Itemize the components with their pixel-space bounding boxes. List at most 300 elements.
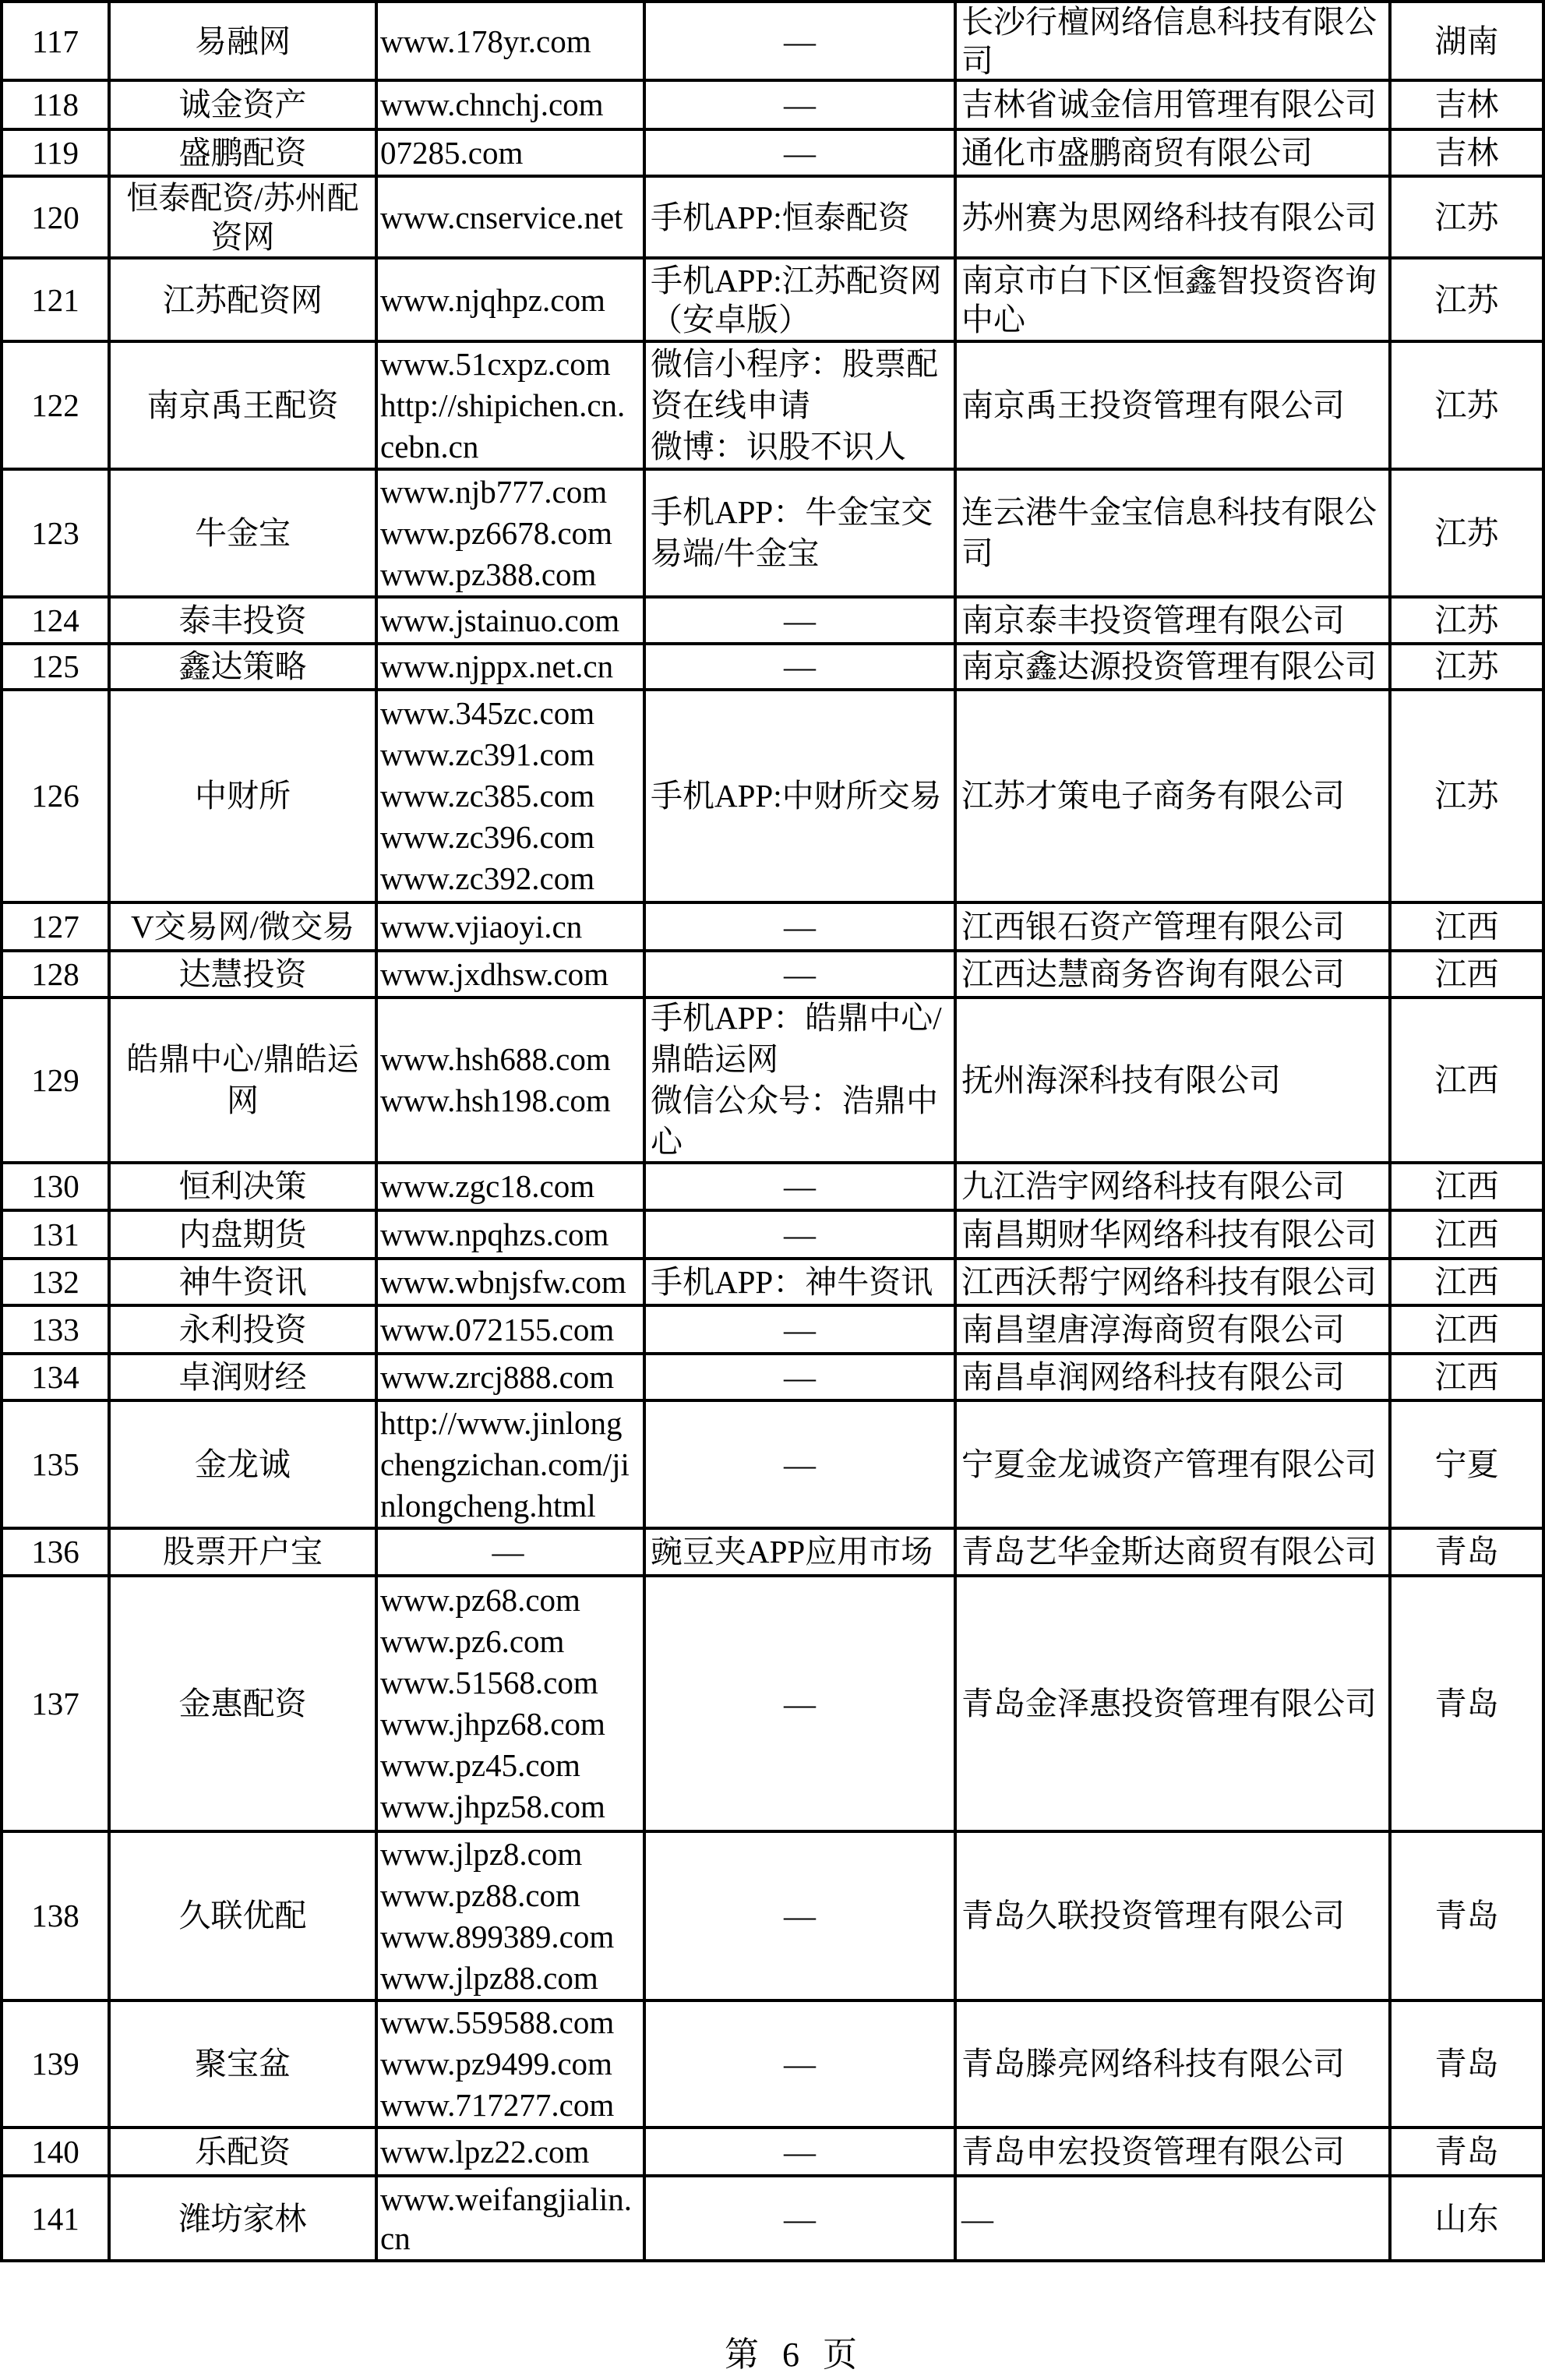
website-list <box>378 1403 643 1527</box>
table-row <box>0 175 1545 256</box>
cell-platform-name <box>108 3 375 79</box>
website: www.jstainuo.com <box>380 602 620 638</box>
cell-region <box>1388 2002 1545 2126</box>
platform-name: 恒泰配资/苏州配资网 <box>126 179 359 255</box>
cell-operator-company <box>954 343 1388 468</box>
cell-platform-name <box>108 131 375 175</box>
region: 宁夏 <box>1434 1446 1499 1482</box>
cell-operator-company <box>954 1530 1388 1574</box>
channel-list <box>646 1444 954 1485</box>
channel: 微信公众号：浩鼎中心 <box>651 1082 938 1160</box>
region: 青岛 <box>1434 2046 1499 2082</box>
region: 江西 <box>1434 1061 1499 1098</box>
cell-region <box>1388 952 1545 996</box>
website-list <box>378 954 643 995</box>
operator-company: 连云港牛金宝信息科技有限公司 <box>961 494 1377 571</box>
cell-operator-company <box>954 1355 1388 1399</box>
platform-name: 聚宝盆 <box>195 2046 291 2082</box>
cell-operator-company <box>954 1212 1388 1257</box>
row-number: 125 <box>31 648 79 684</box>
website-list <box>378 471 643 595</box>
row-number: 117 <box>32 23 79 59</box>
website: www.zc385.com <box>380 778 595 814</box>
table-row <box>0 1399 1545 1527</box>
website-list <box>378 344 643 468</box>
region: 江西 <box>1434 1216 1499 1252</box>
cell-operator-company <box>954 1402 1388 1527</box>
website: www.zc396.com <box>380 819 595 855</box>
website: www.jhpz68.com <box>380 1706 605 1742</box>
cell-websites <box>375 999 643 1161</box>
channel-list <box>646 198 954 237</box>
cell-number <box>0 904 108 949</box>
cell-operator-company <box>954 260 1388 340</box>
cell-region <box>1388 1530 1545 1574</box>
cell-region <box>1388 471 1545 595</box>
channel: — <box>784 2133 816 2170</box>
channel: — <box>784 955 816 992</box>
cell-number <box>0 131 108 175</box>
cell-platform-name <box>108 1833 375 1999</box>
cell-operator-company <box>954 645 1388 688</box>
cell-other-channels <box>643 2177 954 2259</box>
cell-number <box>0 691 108 901</box>
cell-other-channels <box>643 645 954 688</box>
region: 江西 <box>1434 1358 1499 1395</box>
cell-other-channels <box>643 1212 954 1257</box>
platform-name: 鑫达策略 <box>178 648 307 684</box>
website-list <box>378 646 643 687</box>
row-number: 135 <box>31 1446 79 1482</box>
platform-name: 恒利决策 <box>178 1168 307 1204</box>
row-number: 141 <box>31 2200 79 2237</box>
cell-region <box>1388 1307 1545 1352</box>
cell-websites <box>375 1260 643 1304</box>
cell-other-channels <box>643 131 954 175</box>
platform-name: 内盘期货 <box>178 1216 307 1252</box>
cell-other-channels <box>643 1833 954 1999</box>
cell-platform-name <box>108 1307 375 1352</box>
website-list <box>378 1357 643 1398</box>
website-list <box>378 1214 643 1255</box>
cell-number <box>0 2129 108 2174</box>
cell-platform-name <box>108 2129 375 2174</box>
region: 青岛 <box>1434 1898 1499 1933</box>
website: www.pz388.com <box>380 556 597 592</box>
operator-company: 苏州赛为思网络科技有限公司 <box>961 199 1377 235</box>
cell-platform-name <box>108 1260 375 1304</box>
platform-name: 易融网 <box>195 23 291 59</box>
table-row <box>0 949 1545 996</box>
channel: — <box>784 1168 816 1204</box>
website: www.jlpz8.com <box>380 1835 583 1872</box>
cell-number <box>0 3 108 79</box>
platform-name: 金龙诚 <box>195 1446 291 1482</box>
cell-platform-name <box>108 1355 375 1399</box>
region: 江西 <box>1434 1263 1499 1300</box>
cell-websites <box>375 2002 643 2126</box>
website: www.zc391.com <box>380 736 595 772</box>
operator-company: 江苏才策电子商务有限公司 <box>961 778 1345 814</box>
cell-platform-name <box>108 1212 375 1257</box>
website-list <box>378 1834 643 1999</box>
operator-company: 南京禹王投资管理有限公司 <box>961 387 1345 423</box>
website: www.hsh198.com <box>380 1082 611 1118</box>
operator-company: 通化市盛鹏商贸有限公司 <box>961 134 1313 171</box>
cell-platform-name <box>108 178 375 256</box>
cell-operator-company <box>954 131 1388 175</box>
cell-other-channels <box>643 1530 954 1574</box>
row-number: 140 <box>31 2133 79 2170</box>
channel: 手机APP：皓鼎中心/鼎皓运网 <box>651 1000 942 1077</box>
cell-region <box>1388 1833 1545 1999</box>
website-list <box>378 22 643 61</box>
cell-other-channels <box>643 2129 954 2174</box>
cell-other-channels <box>643 2002 954 2126</box>
website: www.weifangjialin.cn <box>380 2180 632 2256</box>
cell-platform-name <box>108 645 375 688</box>
operator-company: 青岛申宏投资管理有限公司 <box>961 2133 1345 2170</box>
cell-other-channels <box>643 260 954 340</box>
cell-websites <box>375 1212 643 1257</box>
website: www.717277.com <box>380 2087 615 2123</box>
operator-company: 南昌望唐淳海商贸有限公司 <box>961 1311 1345 1347</box>
channel-list <box>646 1683 954 1725</box>
operator-company: 南昌期财华网络科技有限公司 <box>961 1216 1377 1252</box>
channel-list <box>646 2043 954 2085</box>
platform-name: 久联优配 <box>178 1898 307 1933</box>
cell-other-channels <box>643 3 954 79</box>
channel: — <box>784 908 816 945</box>
cell-number <box>0 1212 108 1257</box>
row-number: 133 <box>31 1311 79 1347</box>
website-list <box>378 198 643 237</box>
channel: — <box>784 23 816 59</box>
cell-region <box>1388 599 1545 642</box>
row-number: 132 <box>31 1263 79 1300</box>
website-list <box>378 2131 643 2173</box>
channel: 微信小程序：股票配资在线申请 <box>651 345 938 423</box>
cell-websites <box>375 599 643 642</box>
cell-number <box>0 1260 108 1304</box>
row-number: 120 <box>31 199 79 235</box>
region: 江苏 <box>1434 514 1499 551</box>
cell-other-channels <box>643 1402 954 1527</box>
cell-region <box>1388 131 1545 175</box>
region: 江苏 <box>1434 199 1499 235</box>
website: www.wbnjsfw.com <box>380 1263 626 1300</box>
cell-number <box>0 999 108 1161</box>
website: http://shipichen.cn.cebn.cn <box>380 387 626 464</box>
channel: 微博：识股不识人 <box>651 428 906 464</box>
website: — <box>492 1534 524 1570</box>
channel: — <box>784 1685 816 1721</box>
channel: 手机APP:江苏配资网（安卓版） <box>651 262 942 337</box>
website: www.072155.com <box>380 1311 615 1347</box>
region: 江苏 <box>1434 602 1499 638</box>
website: www.345zc.com <box>380 695 595 731</box>
cell-other-channels <box>643 1577 954 1830</box>
channel: — <box>784 1311 816 1347</box>
cell-platform-name <box>108 691 375 901</box>
cell-platform-name <box>108 260 375 340</box>
table-row <box>0 0 1545 79</box>
operator-company: 江西银石资产管理有限公司 <box>961 908 1345 945</box>
channel-list <box>646 344 954 468</box>
channel: — <box>784 2046 816 2082</box>
platform-name: 盛鹏配资 <box>178 134 307 171</box>
channel-list <box>646 998 954 1163</box>
website-list <box>378 1166 643 1207</box>
cell-websites <box>375 904 643 949</box>
row-number: 121 <box>31 281 79 318</box>
row-number: 126 <box>31 778 79 814</box>
cell-platform-name <box>108 1402 375 1527</box>
operator-company: 青岛艺华金斯达商贸有限公司 <box>961 1534 1377 1570</box>
channel: — <box>784 2200 816 2237</box>
cell-platform-name <box>108 1577 375 1830</box>
region: 江苏 <box>1434 648 1499 684</box>
cell-region <box>1388 1577 1545 1830</box>
website: www.jlpz88.com <box>380 1959 598 1996</box>
website: www.cnservice.net <box>380 199 623 235</box>
cell-websites <box>375 471 643 595</box>
channel-list <box>646 1357 954 1398</box>
website: www.559588.com <box>380 2004 615 2040</box>
row-number: 137 <box>31 1685 79 1721</box>
table-row <box>0 2174 1545 2262</box>
channel: — <box>784 1446 816 1482</box>
platform-name: V交易网/微交易 <box>131 908 355 945</box>
operator-company: 南京鑫达源投资管理有限公司 <box>961 648 1377 684</box>
cell-operator-company <box>954 471 1388 595</box>
cell-platform-name <box>108 343 375 468</box>
cell-number <box>0 2002 108 2126</box>
table-row <box>0 256 1545 340</box>
cell-operator-company <box>954 1260 1388 1304</box>
platform-name: 南京禹王配资 <box>146 387 339 423</box>
cell-number <box>0 1530 108 1574</box>
channel: — <box>784 87 816 122</box>
region: 江西 <box>1434 908 1499 945</box>
channel-list <box>646 1166 954 1207</box>
cell-platform-name <box>108 1164 375 1209</box>
website: www.178yr.com <box>380 23 591 59</box>
cell-other-channels <box>643 1307 954 1352</box>
channel: 手机APP：神牛资讯 <box>651 1263 933 1300</box>
cell-operator-company <box>954 1164 1388 1209</box>
cell-region <box>1388 904 1545 949</box>
cell-number <box>0 260 108 340</box>
cell-region <box>1388 82 1545 128</box>
website-list <box>378 1580 643 1827</box>
channel-list <box>646 22 954 61</box>
website: http://www.jinlongchengzichan.com/jinlongcheng.html <box>380 1404 630 1524</box>
table-row <box>0 1257 1545 1304</box>
table-row <box>0 1209 1545 1257</box>
cell-region <box>1388 691 1545 901</box>
website: www.pz88.com <box>380 1877 580 1913</box>
website: www.zc392.com <box>380 860 595 896</box>
cell-other-channels <box>643 904 954 949</box>
channel: 手机APP:恒泰配资 <box>651 199 910 235</box>
row-number: 128 <box>31 955 79 992</box>
channel-list <box>646 2131 954 2173</box>
website: www.jhpz58.com <box>380 1789 605 1824</box>
website: www.zgc18.com <box>380 1168 595 1204</box>
operator-company: 南京市白下区恒鑫智投资咨询中心 <box>961 262 1377 337</box>
website: www.pz68.com <box>380 1582 580 1618</box>
channel: — <box>784 1358 816 1395</box>
cell-websites <box>375 82 643 128</box>
cell-other-channels <box>643 1260 954 1304</box>
cell-other-channels <box>643 952 954 996</box>
cell-platform-name <box>108 952 375 996</box>
channel-list <box>646 775 954 817</box>
website-list <box>378 1309 643 1351</box>
operator-company: 吉林省诚金信用管理有限公司 <box>961 87 1377 122</box>
cell-operator-company <box>954 178 1388 256</box>
channel: — <box>784 602 816 638</box>
table-row <box>0 2126 1545 2174</box>
website: www.899389.com <box>380 1918 615 1954</box>
channel-list <box>646 261 954 339</box>
cell-platform-name <box>108 904 375 949</box>
website-list <box>378 600 643 641</box>
region: 江西 <box>1434 1311 1499 1347</box>
cell-platform-name <box>108 1530 375 1574</box>
row-number: 118 <box>32 87 79 122</box>
cell-other-channels <box>643 691 954 901</box>
platform-name: 达慧投资 <box>178 955 307 992</box>
cell-other-channels <box>643 471 954 595</box>
platform-name: 潍坊家林 <box>178 2200 307 2237</box>
row-number: 136 <box>31 1534 79 1570</box>
website: www.chnchj.com <box>380 87 604 122</box>
region: 青岛 <box>1434 1534 1499 1570</box>
cell-websites <box>375 1530 643 1574</box>
region: 江苏 <box>1434 387 1499 423</box>
website: www.pz6.com <box>380 1623 565 1659</box>
cell-region <box>1388 1355 1545 1399</box>
channel: — <box>784 1898 816 1933</box>
website: www.vjiaoyi.cn <box>380 908 583 945</box>
website: www.njb777.com <box>380 473 608 510</box>
region: 湖南 <box>1434 23 1499 59</box>
platform-name: 诚金资产 <box>178 87 307 122</box>
platform-name: 泰丰投资 <box>178 602 307 638</box>
cell-number <box>0 599 108 642</box>
cell-number <box>0 1577 108 1830</box>
cell-other-channels <box>643 82 954 128</box>
website-list <box>378 1262 643 1303</box>
region: 吉林 <box>1434 87 1499 122</box>
cell-websites <box>375 1164 643 1209</box>
cell-websites <box>375 3 643 79</box>
channel: — <box>784 648 816 684</box>
website: www.njppx.net.cn <box>380 648 614 684</box>
operator-company: 南昌卓润网络科技有限公司 <box>961 1358 1345 1395</box>
channel-list <box>646 2199 954 2238</box>
website: www.lpz22.com <box>380 2133 590 2170</box>
row-number: 134 <box>31 1358 79 1395</box>
operator-company: 青岛金泽惠投资管理有限公司 <box>961 1685 1377 1721</box>
website-list <box>378 693 643 899</box>
channel-list <box>646 492 954 574</box>
channel-list <box>646 600 954 641</box>
cell-region <box>1388 1212 1545 1257</box>
table-row <box>0 642 1545 688</box>
channel-list <box>646 1214 954 1255</box>
website-list <box>378 1039 643 1121</box>
website-list <box>378 1531 643 1573</box>
website: 07285.com <box>380 134 524 171</box>
table-row <box>0 595 1545 642</box>
channel-list <box>646 1895 954 1937</box>
cell-number <box>0 1402 108 1527</box>
website: www.pz9499.com <box>380 2046 612 2082</box>
cell-number <box>0 343 108 468</box>
channel: — <box>784 134 816 171</box>
cell-number <box>0 1355 108 1399</box>
cell-other-channels <box>643 343 954 468</box>
channel-list <box>646 1531 954 1573</box>
website: www.npqhzs.com <box>380 1216 609 1252</box>
cell-number <box>0 952 108 996</box>
website: www.njqhpz.com <box>380 281 605 318</box>
channel-list <box>646 1309 954 1351</box>
cell-region <box>1388 1402 1545 1527</box>
website: www.pz6678.com <box>380 514 612 551</box>
operator-company: 青岛久联投资管理有限公司 <box>961 1898 1345 1933</box>
operator-company: 九江浩宇网络科技有限公司 <box>961 1168 1345 1204</box>
cell-websites <box>375 1402 643 1527</box>
channel: 豌豆夹APP应用市场 <box>651 1534 933 1570</box>
cell-number <box>0 1307 108 1352</box>
table-row <box>0 1161 1545 1209</box>
region: 青岛 <box>1434 2133 1499 2170</box>
cell-platform-name <box>108 82 375 128</box>
platform-name: 牛金宝 <box>195 514 291 551</box>
row-number: 122 <box>31 387 79 423</box>
cell-operator-company <box>954 2177 1388 2259</box>
cell-operator-company <box>954 1307 1388 1352</box>
cell-operator-company <box>954 1577 1388 1830</box>
cell-number <box>0 1164 108 1209</box>
channel-list <box>646 646 954 687</box>
cell-number <box>0 645 108 688</box>
cell-platform-name <box>108 2002 375 2126</box>
table-row <box>0 996 1545 1161</box>
cell-operator-company <box>954 3 1388 79</box>
region: 青岛 <box>1434 1685 1499 1721</box>
cell-number <box>0 178 108 256</box>
table-row <box>0 901 1545 949</box>
table-row <box>0 468 1545 595</box>
website: www.51568.com <box>380 1665 598 1700</box>
cell-region <box>1388 343 1545 468</box>
cell-number <box>0 1833 108 1999</box>
website-list <box>378 906 643 948</box>
region: 山东 <box>1434 2200 1499 2237</box>
cell-operator-company <box>954 2002 1388 2126</box>
cell-operator-company <box>954 999 1388 1161</box>
platform-name: 皓鼎中心/鼎皓运网 <box>126 1041 359 1118</box>
operator-company: 南京泰丰投资管理有限公司 <box>961 602 1345 638</box>
channel-list <box>646 1262 954 1303</box>
cell-platform-name <box>108 599 375 642</box>
website-list <box>378 281 643 320</box>
